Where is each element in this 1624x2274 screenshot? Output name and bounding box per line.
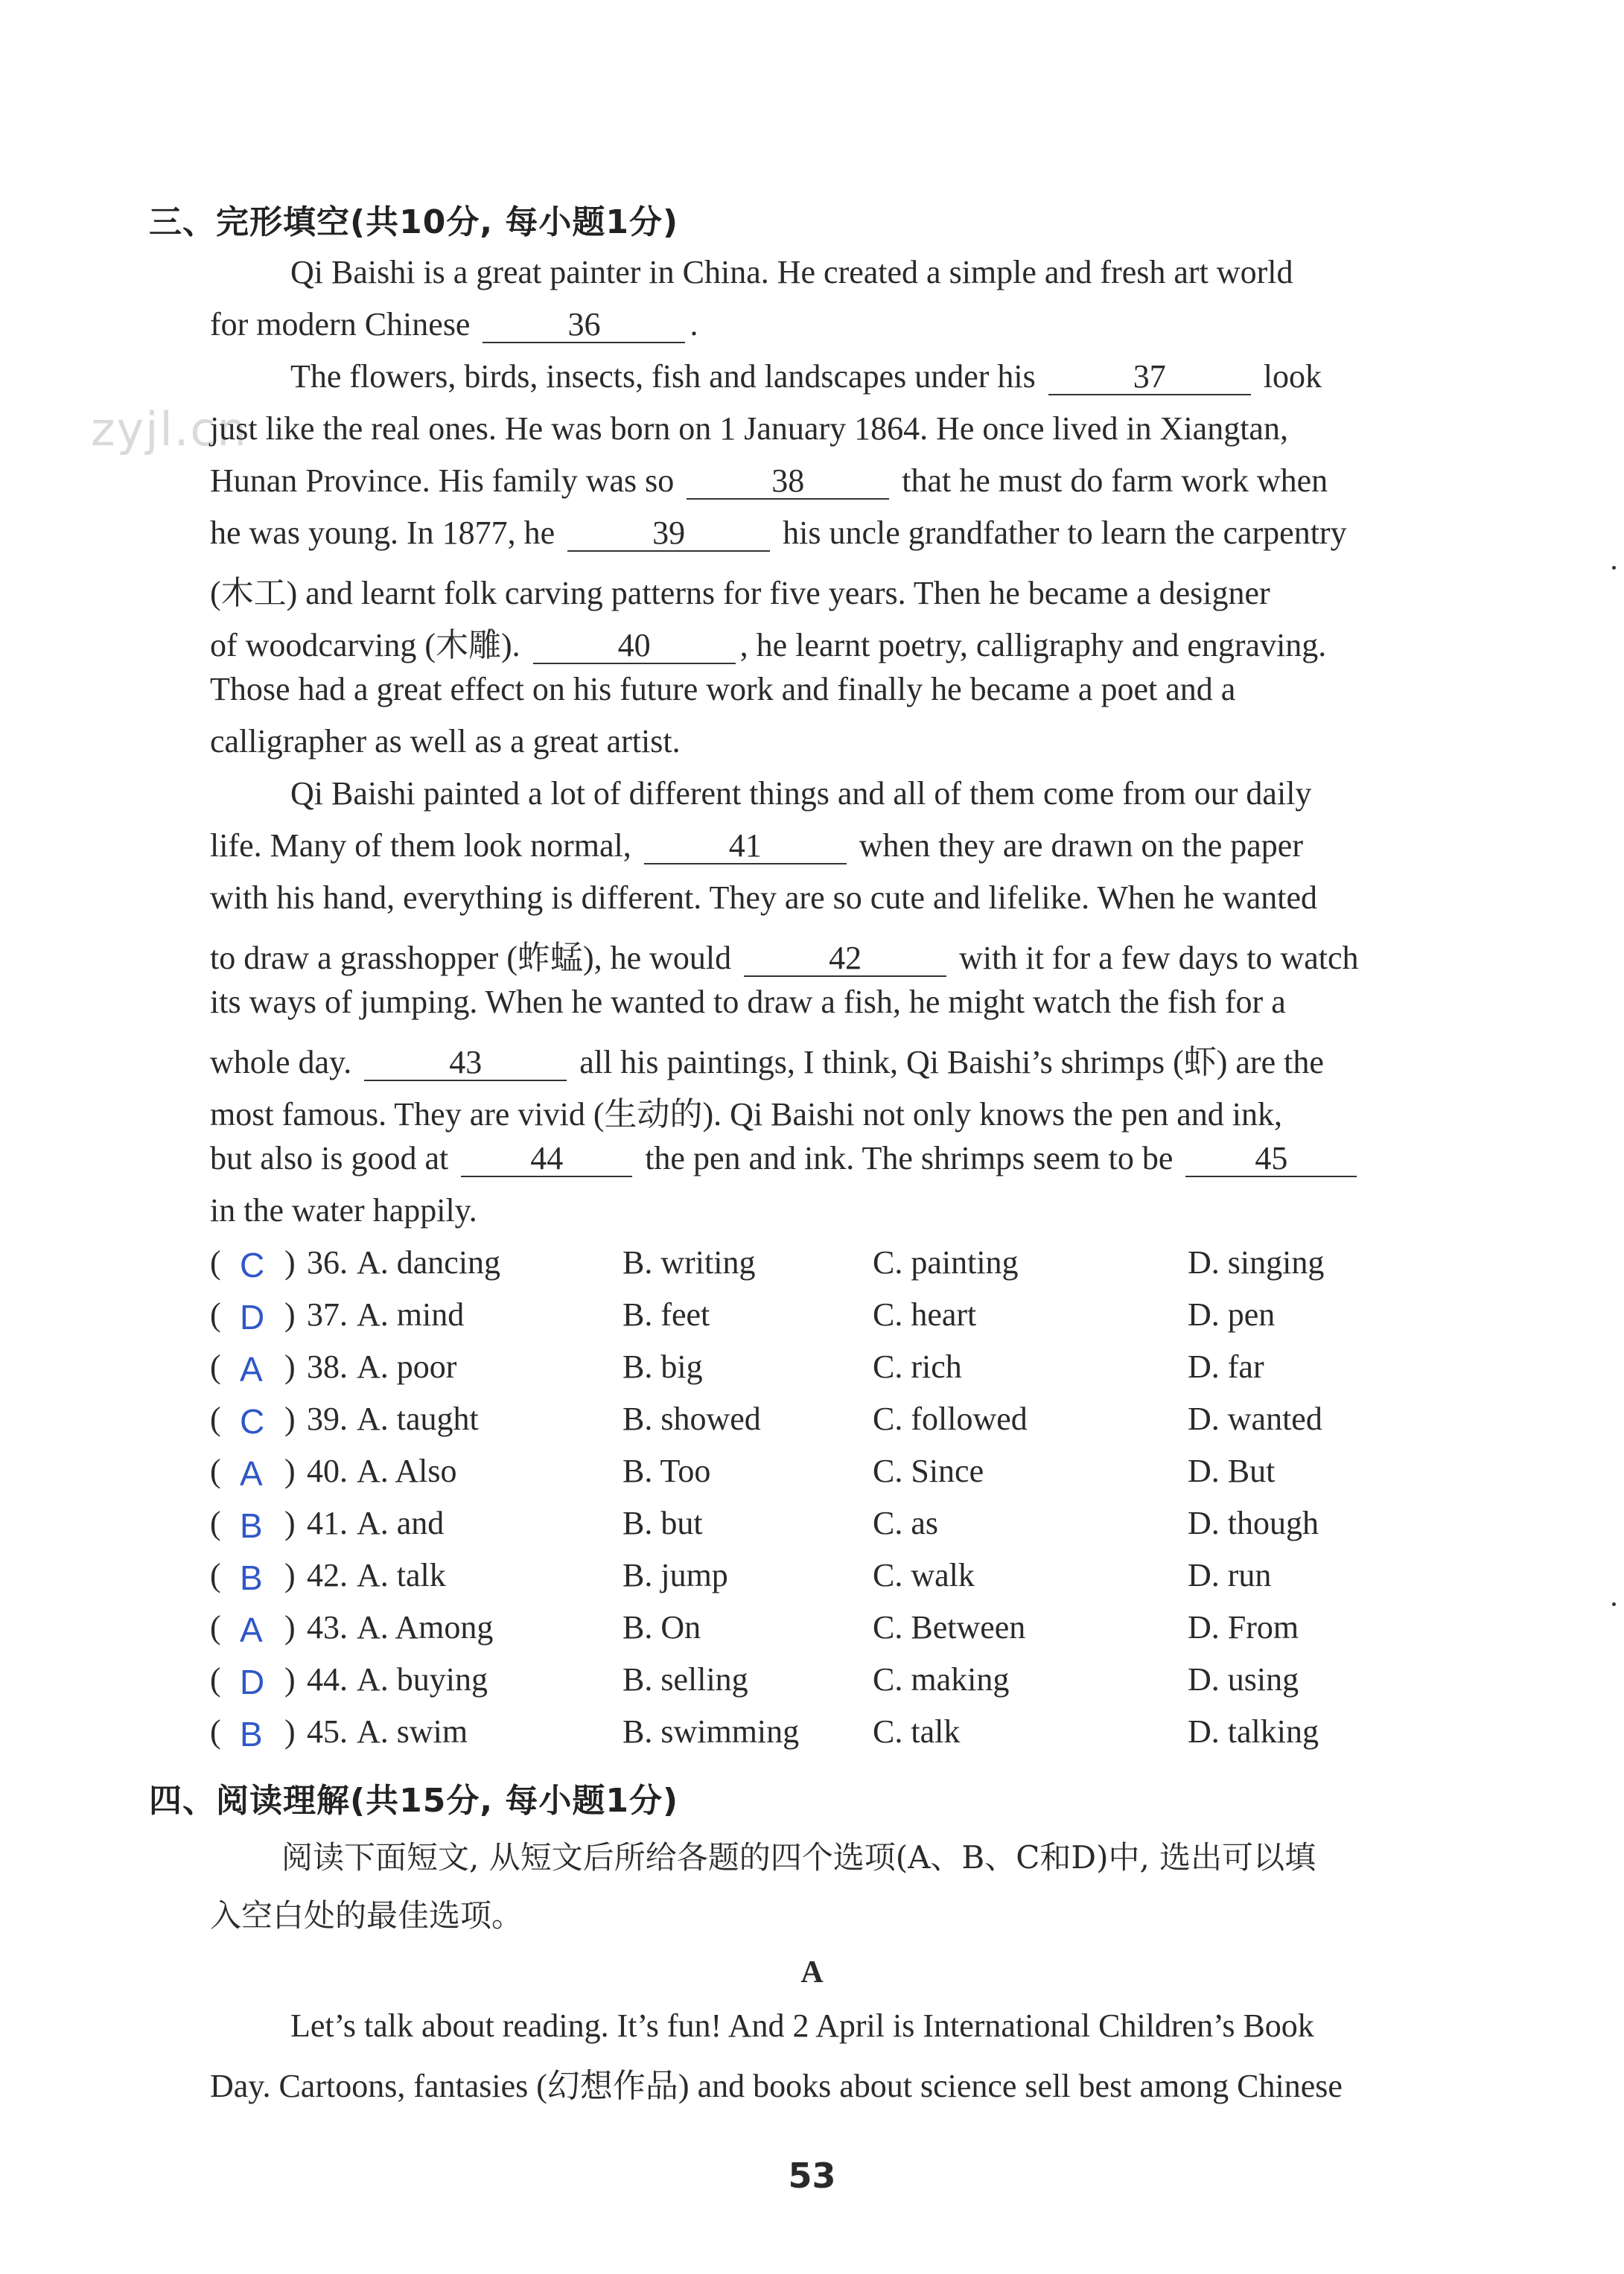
option-b: B. jump (622, 1557, 728, 1593)
blank-37: 37 (1048, 360, 1251, 395)
answer-bracket: ( B ) (210, 1713, 296, 1754)
option-a: A. taught (357, 1401, 479, 1437)
option-a: A. talk (357, 1557, 446, 1593)
selected-answer: D (240, 1663, 265, 1701)
passage-line: Hunan Province. His family was so 38 that he must do farm work when (210, 462, 1328, 499)
passage-line: with his hand, everything is different. They are so cute and lifelike. When he wanted (210, 879, 1317, 916)
passage-line: of woodcarving (木雕). 40 , he learnt poetry, calligraphy and engraving. (210, 627, 1327, 663)
option-d: D. wanted (1188, 1401, 1322, 1437)
question-number: 41. (307, 1505, 348, 1541)
question-number: 37. (307, 1296, 348, 1333)
question-stem (210, 1400, 479, 1441)
blank-39: 39 (567, 516, 770, 552)
page-number: 53 (788, 2156, 836, 2196)
option-d: D. pen (1188, 1296, 1276, 1333)
selected-answer: A (240, 1350, 263, 1389)
question-number: 45. (307, 1713, 348, 1750)
question-stem (210, 1504, 445, 1545)
selected-answer: B (240, 1506, 263, 1545)
option-b: B. selling (622, 1661, 748, 1698)
option-b: B. showed (622, 1401, 761, 1437)
option-d: D. far (1188, 1348, 1264, 1385)
selected-answer: C (240, 1402, 265, 1441)
section-3-heading: 三、完形填空(共10分, 每小题1分) (149, 203, 679, 241)
selected-answer: B (240, 1558, 263, 1597)
question-number: 44. (307, 1661, 348, 1698)
option-c: C. Between (873, 1609, 1026, 1646)
blank-42: 42 (744, 941, 946, 977)
answer-bracket: ( C ) (210, 1244, 296, 1284)
option-c: C. heart (873, 1296, 977, 1333)
blank-41: 41 (644, 829, 847, 864)
passage-line: for modern Chinese 36 . (210, 306, 698, 343)
selected-answer: A (240, 1611, 263, 1649)
option-c: C. Since (873, 1453, 984, 1489)
option-a: A. Also (357, 1453, 457, 1489)
question-stem (210, 1348, 457, 1389)
option-a: A. Among (357, 1609, 494, 1646)
passage-line: Qi Baishi painted a lot of different things and all of them come from our daily (290, 775, 1312, 812)
question-number: 43. (307, 1609, 348, 1646)
option-a: A. mind (357, 1296, 465, 1333)
passage-line: just like the real ones. He was born on 1 January 1864. He once lived in Xiangtan, (210, 410, 1288, 447)
option-c: C. as (873, 1505, 938, 1541)
answer-bracket: ( D ) (210, 1661, 296, 1701)
section-4-heading: 四、阅读理解(共15分, 每小题1分) (149, 1782, 679, 1820)
blank-36: 36 (483, 308, 685, 343)
passage-line: Qi Baishi is a great painter in China. He created a simple and fresh art world (290, 254, 1293, 290)
option-c: C. walk (873, 1557, 975, 1593)
option-d: D. talking (1188, 1713, 1319, 1750)
option-b: B. writing (622, 1244, 756, 1281)
passage-line: The flowers, birds, insects, fish and landscapes under his 37 look (290, 358, 1322, 395)
question-number: 38. (307, 1348, 348, 1385)
question-stem (210, 1713, 468, 1754)
passage-line: to draw a grasshopper (蚱蜢), he would 42 with it for a few days to watch (210, 940, 1359, 976)
selected-answer: D (240, 1298, 265, 1337)
option-c: C. making (873, 1661, 1010, 1698)
selected-answer: A (240, 1454, 263, 1493)
passage-line: in the water happily. (210, 1192, 477, 1229)
option-d: D. run (1188, 1557, 1272, 1593)
selected-answer: B (240, 1715, 263, 1754)
option-b: B. swimming (622, 1713, 800, 1750)
watermark: zyjl.cn (91, 402, 248, 456)
passage-line: Let’s talk about reading. It’s fun! And 2 April is International Children’s Book (290, 2007, 1314, 2044)
passage-line: he was young. In 1877, he 39 his uncle grandfather to learn the carpentry (210, 515, 1347, 551)
option-d: D. though (1188, 1505, 1319, 1541)
option-d: D. But (1188, 1453, 1276, 1489)
passage-line: calligrapher as well as a great artist. (210, 723, 681, 759)
scan-speck (1612, 566, 1616, 570)
passage-line: Day. Cartoons, fantasies (幻想作品) and books about science sell best among Chinese (210, 2068, 1343, 2104)
option-d: D. singing (1188, 1244, 1325, 1281)
option-b: B. Too (622, 1453, 711, 1489)
option-a: A. dancing (357, 1244, 501, 1281)
answer-bracket: ( B ) (210, 1557, 296, 1597)
option-b: B. but (622, 1505, 703, 1541)
option-a: A. poor (357, 1348, 457, 1385)
answer-bracket: ( A ) (210, 1453, 296, 1493)
passage-line: life. Many of them look normal, 41 when they are drawn on the paper (210, 827, 1303, 864)
option-c: C. rich (873, 1348, 962, 1385)
option-a: A. and (357, 1505, 445, 1541)
question-stem (210, 1556, 446, 1597)
blank-40: 40 (533, 628, 736, 664)
answer-bracket: ( D ) (210, 1296, 296, 1337)
option-b: B. feet (622, 1296, 710, 1333)
option-c: C. talk (873, 1713, 961, 1750)
option-c: C. painting (873, 1244, 1019, 1281)
option-a: A. swim (357, 1713, 468, 1750)
blank-43: 43 (364, 1045, 567, 1081)
option-a: A. buying (357, 1661, 488, 1698)
blank-44: 44 (461, 1141, 632, 1177)
answer-bracket: ( A ) (210, 1609, 296, 1649)
passage-line: whole day. 43 all his paintings, I think, Qi Baishi’s shrimps (虾) are the (210, 1044, 1324, 1080)
instruction-line: 入空白处的最佳选项。 (210, 1897, 523, 1934)
passage-line: (木工) and learnt folk carving patterns for five years. Then he became a designer (210, 575, 1270, 611)
answer-bracket: ( C ) (210, 1401, 296, 1441)
question-stem (210, 1452, 457, 1493)
scan-speck (1612, 1602, 1616, 1606)
passage-line: but also is good at 44 the pen and ink. The shrimps seem to be 45 (210, 1139, 1361, 1177)
passage-line: its ways of jumping. When he wanted to draw a fish, he might watch the fish for a (210, 984, 1286, 1020)
answer-bracket: ( A ) (210, 1348, 296, 1389)
instruction-line: 阅读下面短文, 从短文后所给各题的四个选项(A、B、C和D)中, 选出可以填 (281, 1839, 1316, 1876)
blank-45: 45 (1185, 1141, 1357, 1177)
blank-38: 38 (687, 464, 889, 500)
question-stem (210, 1243, 501, 1284)
question-number: 36. (307, 1244, 348, 1281)
selected-answer: C (240, 1246, 265, 1284)
passage-line: Those had a great effect on his future work and finally he became a poet and a (210, 671, 1236, 707)
option-c: C. followed (873, 1401, 1028, 1437)
question-number: 42. (307, 1557, 348, 1593)
option-b: B. On (622, 1609, 701, 1646)
question-stem (210, 1608, 494, 1649)
passage-line: most famous. They are vivid (生动的). Qi Baishi not only knows the pen and ink, (210, 1096, 1283, 1133)
option-d: D. using (1188, 1661, 1299, 1698)
option-b: B. big (622, 1348, 703, 1385)
answer-bracket: ( B ) (210, 1505, 296, 1545)
question-stem (210, 1296, 465, 1337)
question-stem (210, 1660, 488, 1701)
question-number: 40. (307, 1453, 348, 1489)
question-number: 39. (307, 1401, 348, 1437)
option-d: D. From (1188, 1609, 1299, 1646)
passage-title: A (800, 1955, 824, 1990)
